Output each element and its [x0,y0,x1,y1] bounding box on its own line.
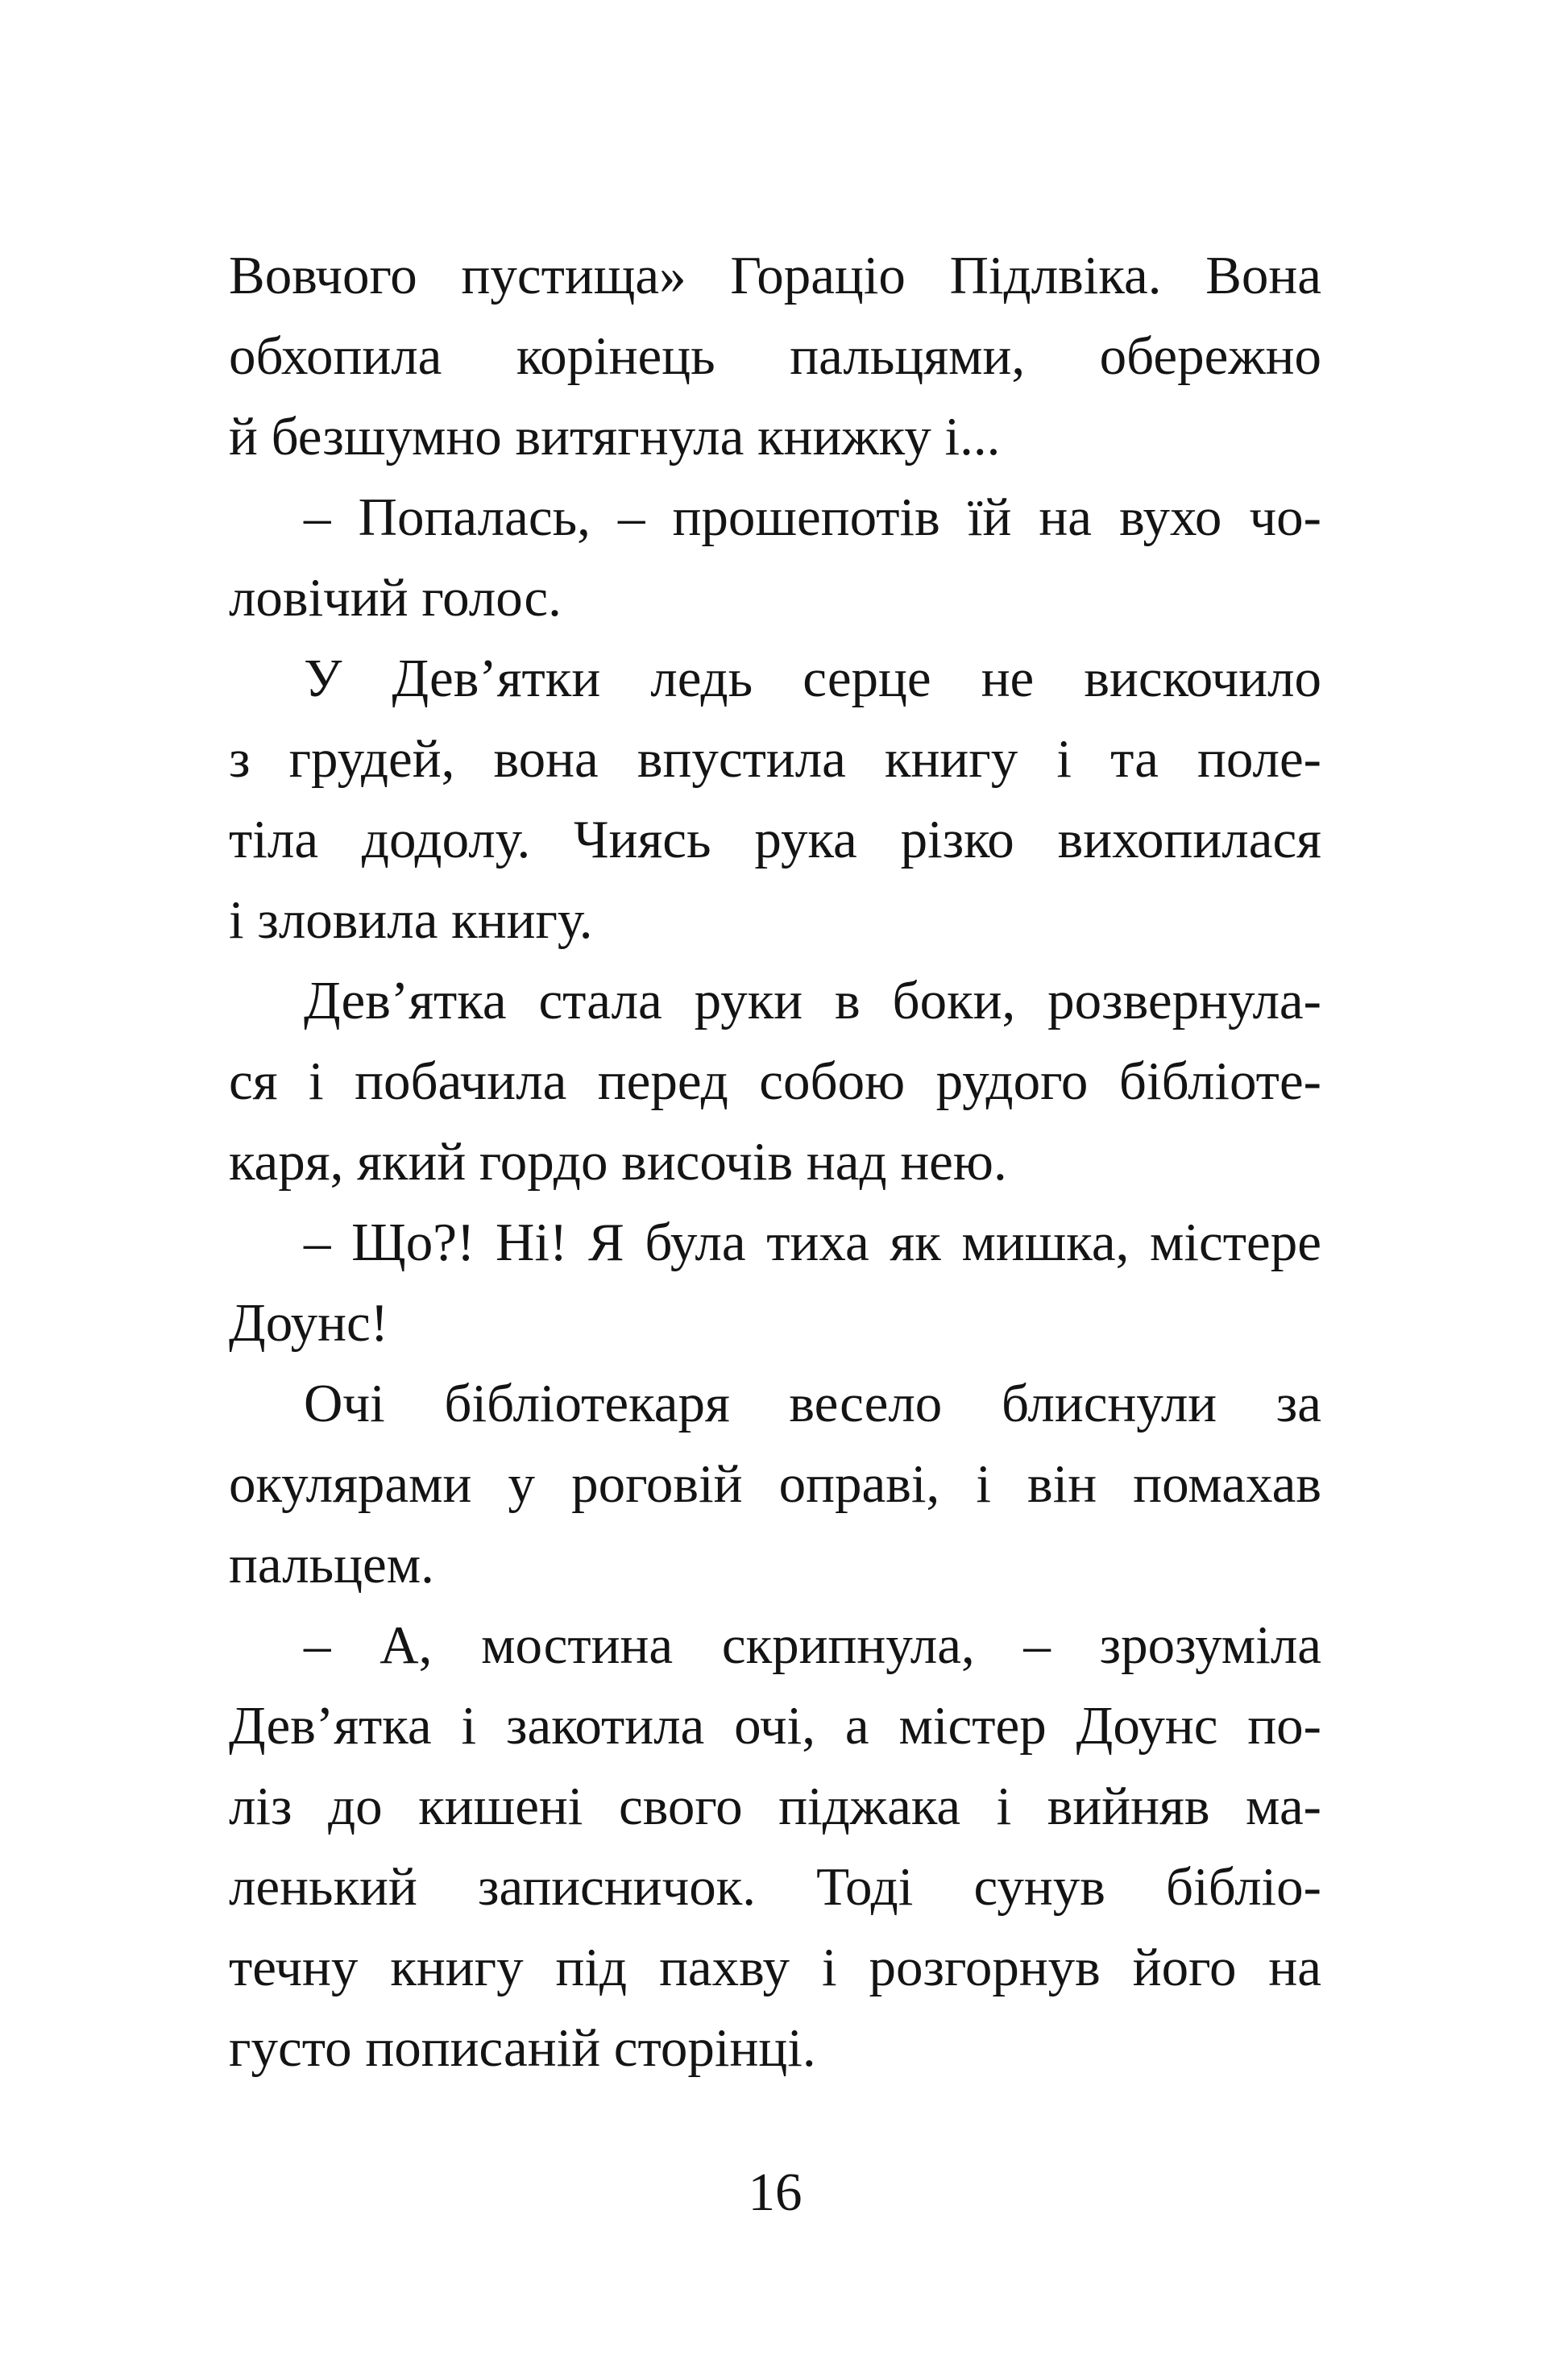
text-line: й безшумно витягнула книжку і... [229,407,1001,466]
text-line: обхопила корінець пальцями, обережно [229,326,1321,386]
text-line: і зловила книгу. [229,890,593,950]
text-line: ленький записничок. Тоді сунув бібліо- [229,1857,1321,1917]
text-line: – А, мостина скрипнула, – зрозуміла [304,1615,1321,1675]
text-line: Дев’ятка стала руки в боки, розвернула- [304,971,1321,1030]
text-line: густо пописаній сторінці. [229,2018,816,2078]
text-line: У Дев’ятки ледь серце не вискочило [304,649,1321,708]
text-line: тіла додолу. Чиясь рука різко вихопилася [229,810,1321,869]
text-block [229,235,1321,2088]
text-line: – Попалась, – прошепотів їй на вухо чо- [304,487,1321,547]
text-line: ся і побачила перед собою рудого бібліоте- [229,1051,1321,1111]
text-line: течну книгу під пахву і розгорнув його на [229,1938,1321,1997]
text-line: з грудей, вона впустила книгу і та поле- [229,729,1321,789]
text-line: Очі бібліотекаря весело блиснули за [304,1374,1321,1433]
text-line: Вовчого пустища» Гораціо Підлвіка. Вона [229,246,1321,305]
text-line: – Що?! Ні! Я була тиха як мишка, містере [304,1213,1321,1272]
text-line: ловічий голос. [229,568,562,628]
text-line: Дев’ятка і закотила очі, а містер Доунс по- [229,1696,1321,1756]
text-line: пальцем. [229,1535,434,1594]
text-line: каря, який гордо височів над нею. [229,1132,1007,1192]
page-number: 16 [748,2162,803,2222]
text-line: окулярами у роговій оправі, і він помахав [229,1454,1321,1514]
text-line: ліз до кишені свого піджака і вийняв ма- [229,1777,1321,1836]
text-line: Доунс! [229,1293,389,1353]
